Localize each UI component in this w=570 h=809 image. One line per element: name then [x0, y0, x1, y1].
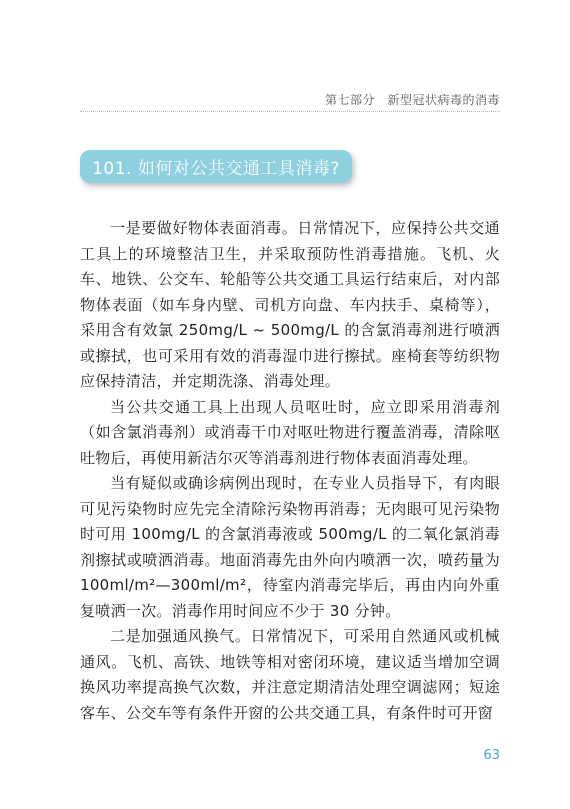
paragraph-vomit-handling: 当公共交通工具上出现人员呕吐时，应立即采用消毒剂（如含氯消毒剂）或消毒干巾对呕吐物进行覆盖消毒，清除呕吐物后，再使用新洁尔灭等消毒剂进行物体表面消毒处理。: [80, 397, 500, 467]
running-header: [80, 94, 500, 114]
question-title: 101. 如何对公共交通工具消毒?: [92, 159, 340, 179]
header-section-title: 第七部分 新型冠状病毒的消毒: [319, 91, 500, 108]
body-text: [80, 216, 500, 726]
question-title-box: [80, 150, 352, 183]
header-dotted-rule: [80, 111, 500, 112]
page-number: 63: [483, 748, 500, 763]
paragraph-surface-disinfection: 一是要做好物体表面消毒。日常情况下，应保持公共交通工具上的环境整洁卫生，并采取预防性消毒措施。飞机、火车、地铁、公交车、轮船等公共交通工具运行结束后，对内部物体表面（如车身内壁、司机方向盘、车内扶手、桌椅等），采用含有效氯 250mg/L ~ 500mg/L 的含氯消毒剂进行喷洒或擦拭，也可采用有效的消毒湿巾进行擦拭。座椅套等纺织物应保持清洁，并定期洗涤、消毒处理。: [80, 219, 500, 390]
paragraph-suspected-case: 当有疑似或确诊病例出现时，在专业人员指导下，有肉眼可见污染物时应先完全清除污染物再消毒；无肉眼可见污染物时可用 100mg/L 的含氯消毒液或 500mg/L 的二氧化氯消毒剂擦拭或喷洒消毒。地面消毒先由外向内喷洒一次，喷药量为 100ml/m²—300ml/m²，待室内消毒完毕后，再由内向外重复喷洒一次。消毒作用时间应不少于 30 分钟。: [80, 474, 500, 620]
paragraph-ventilation: 二是加强通风换气。日常情况下，可采用自然通风或机械通风。飞机、高铁、地铁等相对密闭环境，建议适当增加空调换风功率提高换气次数，并注意定期清洁处理空调滤网；短途客车、公交车等有条件开窗的公共交通工具，有条件时可开窗: [80, 627, 500, 722]
